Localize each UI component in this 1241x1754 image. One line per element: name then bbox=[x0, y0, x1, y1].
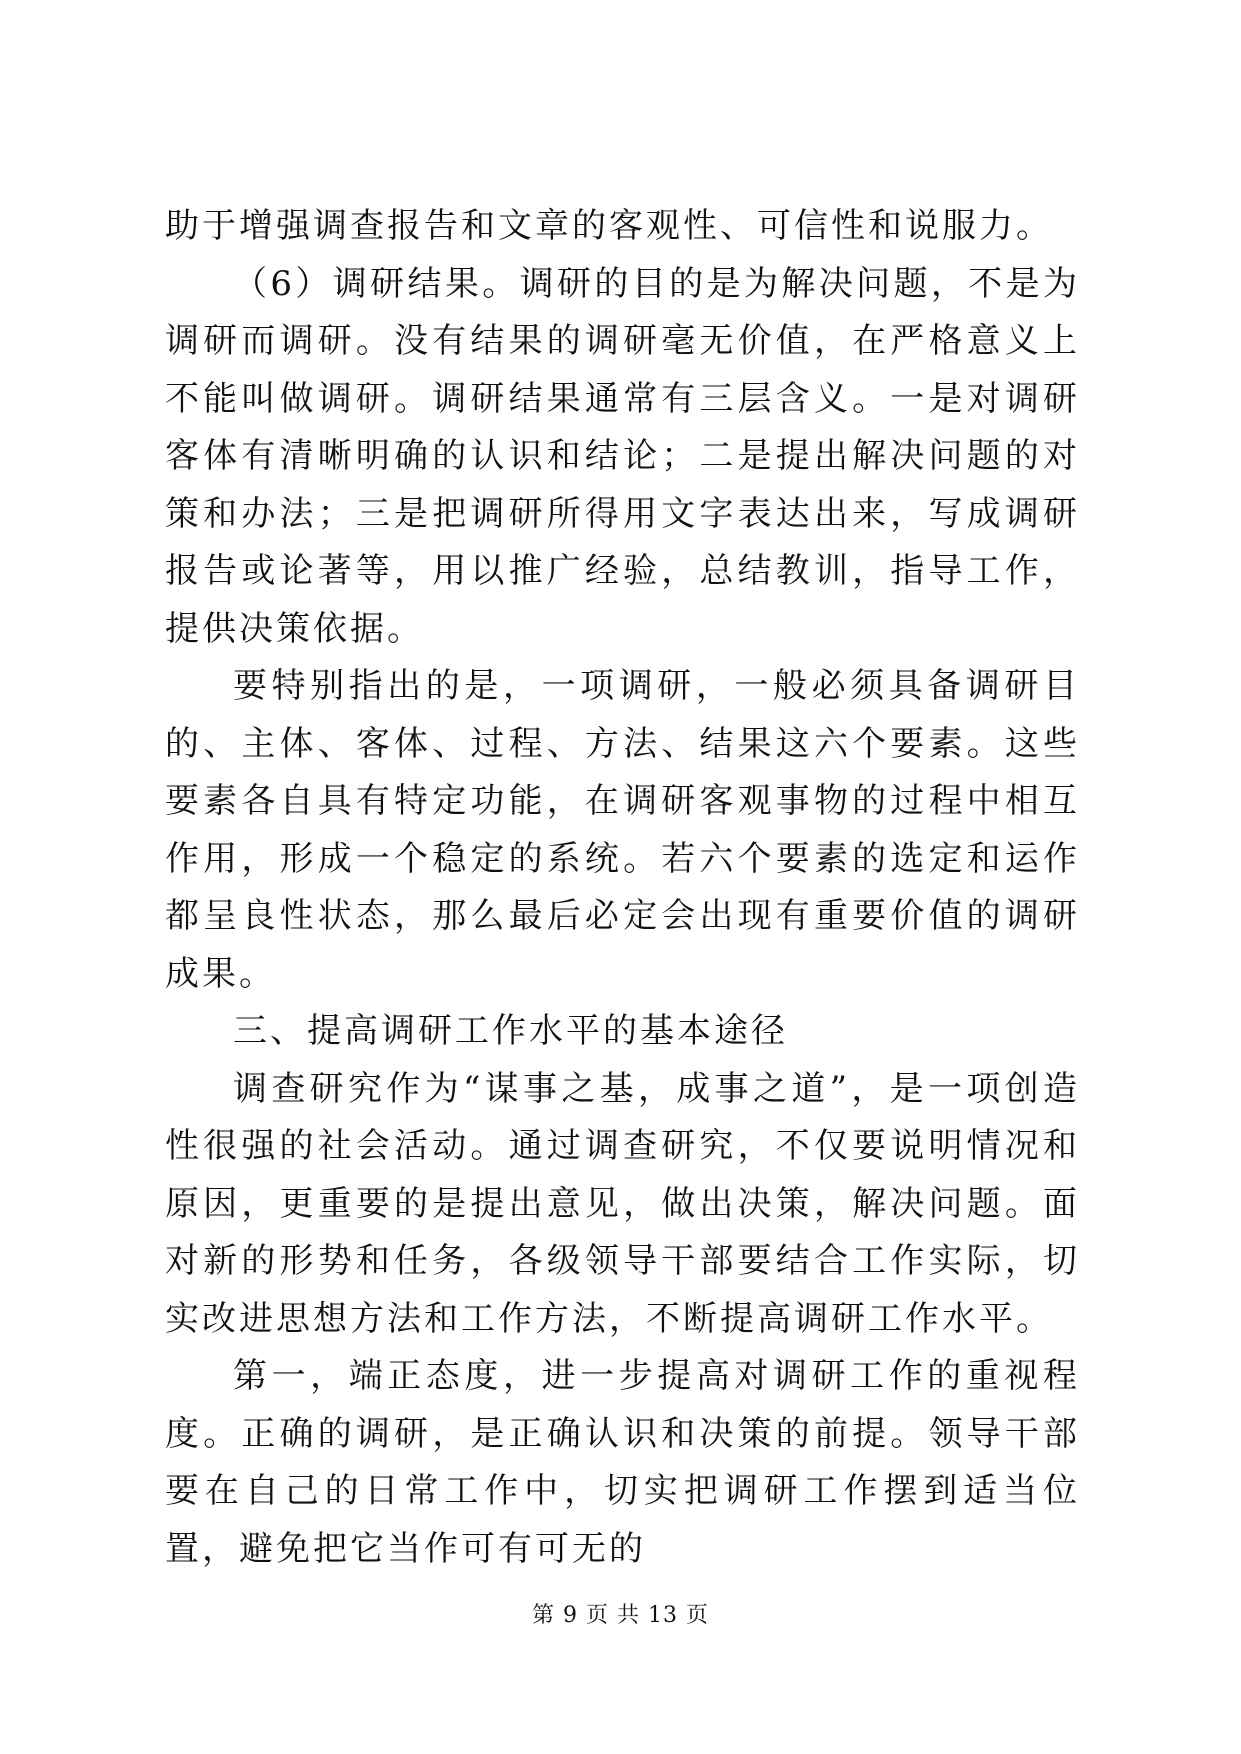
paragraph-first-point: 第一，端正态度，进一步提高对调研工作的重视程度。正确的调研，是正确认识和决策的前提。领导干部要在自己的日常工作中，切实把调研工作摆到适当位置，避免把它当作可有可无的 bbox=[165, 1356, 1080, 1569]
section-heading: 三、提高调研工作水平的基本途径 bbox=[233, 1011, 788, 1051]
document-body bbox=[165, 198, 1080, 1578]
page-number-footer: 第 9 页 共 13 页 bbox=[532, 1603, 709, 1628]
paragraph-research-results: （6）调研结果。调研的目的是为解决问题，不是为调研而调研。没有结果的调研毫无价值，在严格意义上不能叫做调研。调研结果通常有三层含义。一是对调研客体有清晰明确的认识和结论；二是提出解决问题的对策和办法；三是把调研所得用文字表达出来，写成调研报告或论著等，用以推广经验，总结教训，指导工作，提供决策依据。 bbox=[165, 263, 1080, 649]
paragraph-six-elements: 要特别指出的是，一项调研，一般必须具备调研目的、主体、客体、过程、方法、结果这六个要素。这些要素各自具有特定功能，在调研客观事物的过程中相互作用，形成一个稳定的系统。若六个要素的选定和运作都呈良性状态，那么最后必定会出现有重要价值的调研成果。 bbox=[165, 666, 1080, 994]
paragraph-investigation-research: 调查研究作为“谋事之基，成事之道”，是一项创造性很强的社会活动。通过调查研究，不仅要说明情况和原因，更重要的是提出意见，做出决策，解决问题。面对新的形势和任务，各级领导干部要结合工作实际，切实改进思想方法和工作方法，不断提高调研工作水平。 bbox=[165, 1068, 1080, 1339]
paragraph-continuation: 助于增强调查报告和文章的客观性、可信性和说服力。 bbox=[165, 206, 1053, 246]
